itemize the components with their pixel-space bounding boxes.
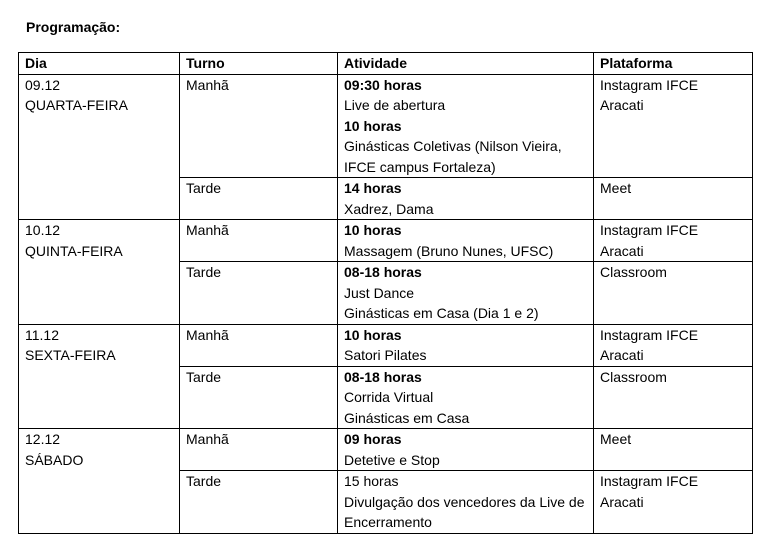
platform-text: Instagram IFCE [600, 473, 699, 489]
platform-text: Aracati [600, 242, 644, 259]
activity-time: 08-18 horas [344, 368, 422, 385]
header-turno: Turno [180, 53, 338, 75]
activity-time: 09 horas [344, 431, 402, 447]
platform-text: Classroom [600, 368, 667, 385]
day-weekday: QUINTA-FEIRA [25, 242, 123, 259]
turno-cell: Tarde [180, 366, 338, 429]
atividade-cell [338, 429, 594, 471]
page-title: Programação: [26, 19, 121, 35]
plataforma-cell [594, 178, 753, 220]
atividade-cell [338, 366, 594, 429]
atividade-cell [338, 220, 594, 262]
day-cell [19, 74, 180, 220]
activity-description: Just Dance [344, 284, 415, 301]
day-cell [19, 220, 180, 325]
day-date: 11.12 [25, 326, 59, 343]
activity-time: 10 horas [344, 326, 402, 343]
atividade-cell [338, 471, 594, 534]
activity-description: Satori Pilates [344, 347, 427, 363]
platform-text: Meet [600, 180, 632, 196]
platform-text: Instagram IFCE [600, 76, 699, 93]
activity-time: 14 horas [344, 180, 402, 196]
platform-text: Instagram IFCE [600, 326, 699, 343]
turno-cell: Tarde [180, 262, 338, 325]
header-dia: Dia [19, 53, 180, 75]
activity-time: 10 horas [344, 222, 402, 238]
plataforma-cell [594, 429, 753, 471]
activity-time: 09:30 horas [344, 76, 422, 93]
header-atividade: Atividade [338, 53, 594, 75]
activity-description: Live de abertura [344, 97, 446, 113]
plataforma-cell [594, 262, 753, 325]
platform-text: Aracati [600, 493, 644, 510]
day-cell [19, 429, 180, 534]
atividade-cell [338, 74, 594, 178]
platform-text: Aracati [600, 347, 644, 363]
activity-description: Ginásticas Coletivas (Nilson Vieira, IFCE campus Fortaleza) [344, 138, 562, 175]
plataforma-cell [594, 220, 753, 262]
day-cell [19, 324, 180, 429]
turno-cell: Tarde [180, 471, 338, 534]
activity-time: 08-18 horas [344, 264, 422, 280]
plataforma-cell [594, 74, 753, 178]
turno-cell: Manhã [180, 324, 338, 366]
day-weekday: SEXTA-FEIRA [25, 347, 116, 363]
turno-cell: Manhã [180, 220, 338, 262]
activity-description: Massagem (Bruno Nunes, UFSC) [344, 242, 554, 259]
activity-time: 10 horas [344, 117, 402, 134]
platform-text: Classroom [600, 264, 667, 280]
schedule-table [18, 52, 753, 534]
table-row [19, 429, 753, 471]
activity-description: Ginásticas em Casa (Dia 1 e 2) [344, 305, 539, 321]
activity-description: 15 horas [344, 473, 399, 489]
platform-text: Aracati [600, 97, 644, 113]
atividade-cell [338, 178, 594, 220]
table-row [19, 324, 753, 366]
turno-cell: Tarde [180, 178, 338, 220]
activity-description: Ginásticas em Casa [344, 409, 470, 426]
activity-description: Divulgação dos vencedores da Live de Encerramento [344, 493, 585, 530]
turno-cell: Manhã [180, 74, 338, 178]
day-date: 10.12 [25, 222, 61, 238]
activity-description: Corrida Virtual [344, 389, 434, 405]
day-weekday: SÁBADO [25, 451, 84, 468]
atividade-cell [338, 324, 594, 366]
activity-description: Detetive e Stop [344, 451, 440, 468]
plataforma-cell [594, 366, 753, 429]
table-row [19, 74, 753, 178]
turno-cell: Manhã [180, 429, 338, 471]
day-weekday: QUARTA-FEIRA [25, 97, 128, 113]
day-date: 12.12 [25, 431, 61, 447]
table-row [19, 220, 753, 262]
platform-text: Instagram IFCE [600, 222, 699, 238]
atividade-cell [338, 262, 594, 325]
platform-text: Meet [600, 431, 632, 447]
activity-description: Xadrez, Dama [344, 200, 434, 217]
header-plataforma: Plataforma [594, 53, 753, 75]
schedule-body [19, 74, 753, 533]
plataforma-cell [594, 471, 753, 534]
table-header-row [19, 53, 753, 75]
plataforma-cell [594, 324, 753, 366]
day-date: 09.12 [25, 76, 61, 93]
